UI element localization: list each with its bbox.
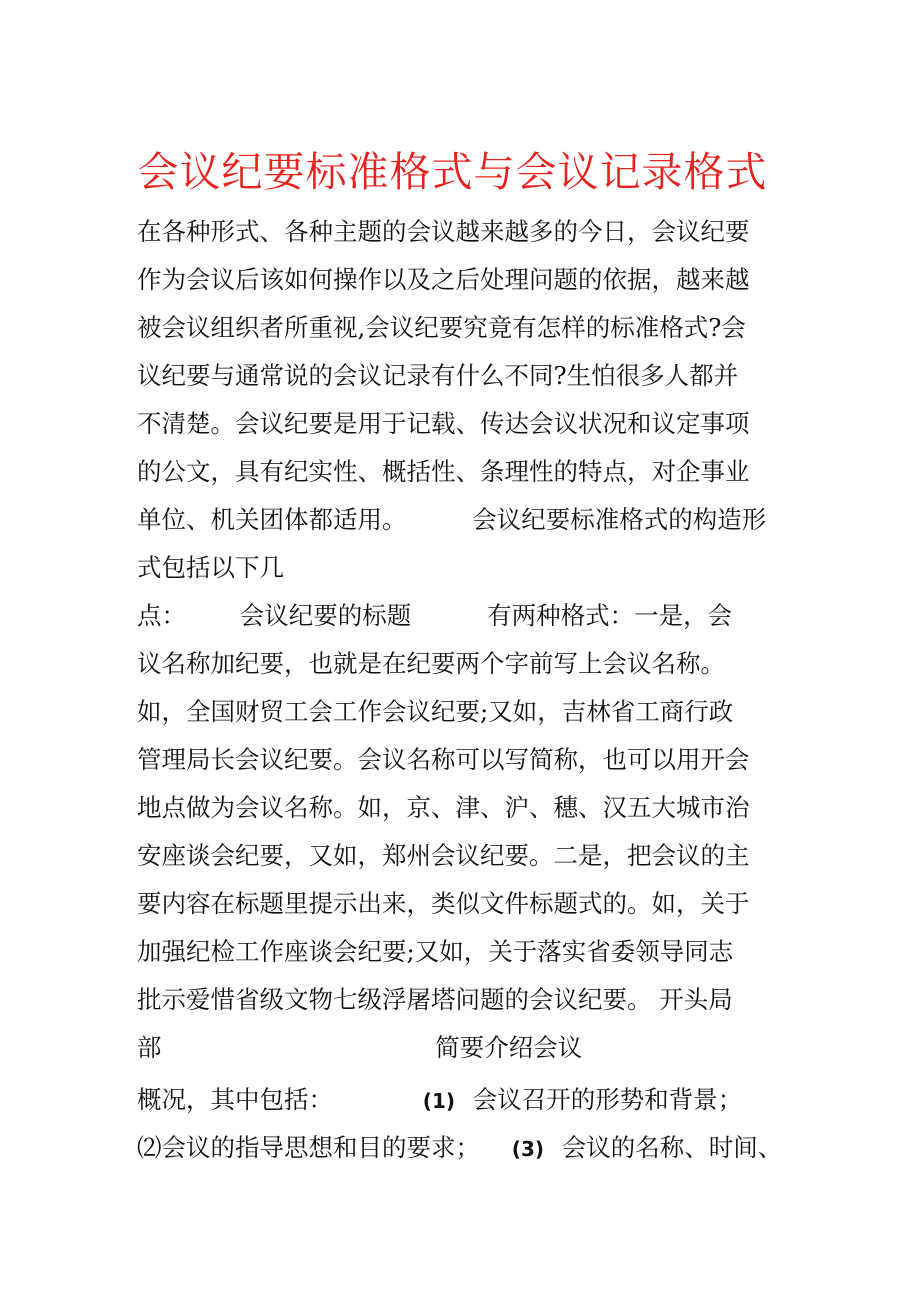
line-text: 不清楚。会议纪要是用于记载、传达会议状况和议定事项 (137, 409, 750, 438)
body-line-3 (137, 306, 746, 350)
body-line-15 (137, 882, 750, 926)
body-line-20 (137, 1126, 782, 1170)
line-text: 议纪要与通常说的会议记录有什么不同?生怕很多人都并 (137, 361, 739, 390)
document-title: 会议纪要标准格式与会议记录格式 (137, 148, 768, 196)
body-line-2 (137, 258, 750, 302)
line-text: 议名称加纪要，也就是在纪要两个字前写上会议名称。 (137, 649, 725, 678)
body-line-4 (137, 354, 738, 398)
line-text: 单位、机关团体都适用。 (137, 505, 407, 534)
line-text: 管理局长会议纪要。会议名称可以写简称，也可以用开会 (137, 745, 750, 774)
line-text: 加强纪检工作座谈会纪要;又如，关于落实省委领导同志 (137, 937, 734, 966)
body-line-5 (137, 402, 750, 446)
list-number: (3) (511, 1137, 544, 1161)
line-text: 点： (137, 601, 186, 630)
line-text: 会议纪要标准格式的构造形 (472, 505, 767, 534)
line-text: 如，全国财贸工会工作会议纪要;又如，吉林省工商行政 (137, 697, 734, 726)
body-line-12 (137, 738, 750, 782)
body-line-9 (137, 594, 732, 638)
line-text: 的公文，具有纪实性、概括性、条理性的特点，对企事业 (137, 457, 750, 486)
body-line-10 (137, 642, 725, 686)
body-line-13 (137, 786, 750, 830)
line-text: 会议纪要的标题 (239, 601, 412, 630)
list-number: (1) (422, 1089, 455, 1113)
body-line-17 (137, 978, 733, 1022)
line-text: 地点做为会议名称。如，京、津、沪、穗、汉五大城市治 (137, 793, 750, 822)
line-text: 有两种格式：一是，会 (487, 601, 733, 630)
body-line-11 (137, 690, 733, 734)
body-line-1 (137, 210, 750, 254)
line-text: 会议召开的形势和背景； (472, 1085, 743, 1114)
body-line-16 (137, 930, 733, 974)
line-text: 简要介绍会议 (435, 1033, 583, 1062)
line-text: ⑵会议的指导思想和目的要求； (137, 1133, 480, 1162)
line-text: 在各种形式、各种主题的会议越来越多的今日，会议纪要 (137, 217, 750, 246)
body-line-6 (137, 450, 750, 494)
line-text: 会议的名称、时间、 (561, 1133, 783, 1162)
line-text: 式包括以下几 (137, 553, 284, 582)
line-text: 被会议组织者所重视,会议纪要究竟有怎样的标准格式?会 (137, 313, 746, 342)
body-line-7 (137, 498, 766, 542)
line-text: 要内容在标题里提示出来，类似文件标题式的。如，关于 (137, 889, 750, 918)
line-text: 批示爱惜省级文物七级浮屠塔问题的会议纪要。 开头局 (137, 985, 733, 1014)
line-text: 概况，其中包括： (137, 1085, 333, 1114)
line-text: 作为会议后该如何操作以及之后处理问题的依据，越来越 (137, 265, 750, 294)
body-line-18 (137, 1026, 582, 1070)
body-line-19 (137, 1078, 742, 1122)
body-line-14 (137, 834, 750, 878)
line-text: 部 (137, 1033, 162, 1062)
line-text: 安座谈会纪要，又如，郑州会议纪要。二是，把会议的主 (137, 841, 750, 870)
body-line-8 (137, 546, 284, 590)
